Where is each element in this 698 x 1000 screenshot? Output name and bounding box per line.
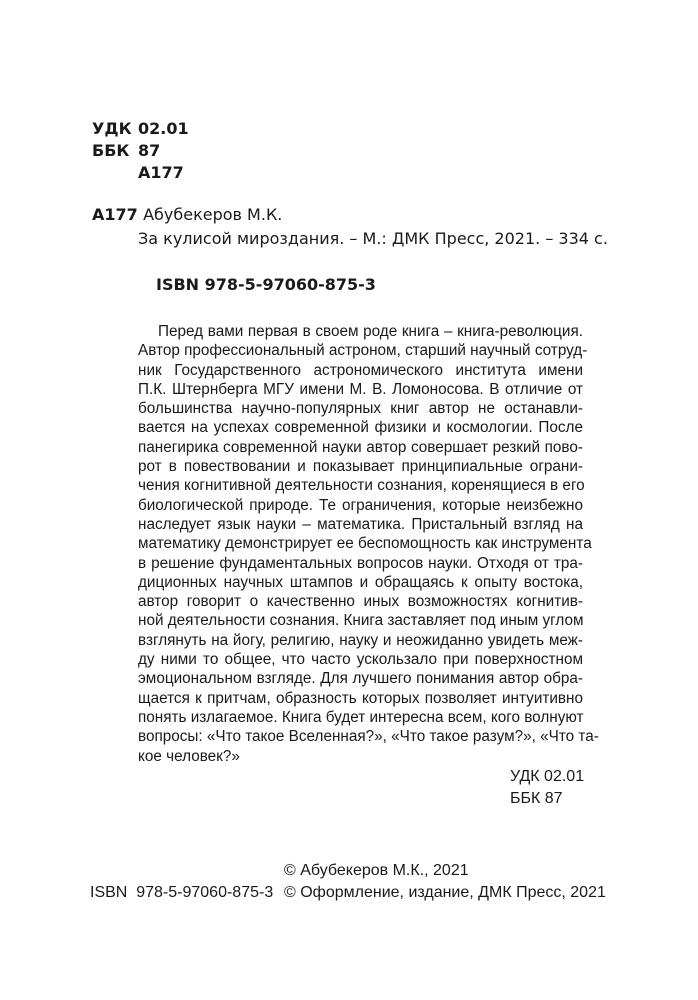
annotation-line: понять излагаемое. Книга будет интересна всем, кого волнуют [138,708,584,726]
annotation-line: эмоциональном взгляде. Для лучшего понимания автор обра- [138,670,583,688]
bbk-label: ББК [92,141,130,160]
udk-code-right: УДК 02.01 [510,768,585,785]
classification-codes [92,118,189,184]
author-mark-row [92,162,189,184]
copyright-block [284,860,606,904]
annotation-line: взглянуть на йогу, религию, науку и неожиданно увидеть меж- [138,631,583,649]
annotation-line: ник Государственного астрономического института имени [138,361,583,379]
bbk-code-right: ББК 87 [510,790,563,807]
annotation-line: ду ними то общее, что часто ускользало при поверхностном [138,651,583,669]
annotation-line: кое человек?» [138,747,240,765]
author-mark: А177 [138,163,184,182]
biblio-author: Абубекеров М.К. [143,205,283,224]
annotation [138,322,599,766]
annotation-line: Перед вами первая в своем роде книга – книга-революция. [158,323,583,340]
copyright-publisher: © Оформление, издание, ДМК Пресс, 2021 [284,884,606,901]
annotation-line: большинства научно-популярных книг автор не останавли- [138,400,583,418]
bibliographic-record [92,203,608,251]
annotation-line: автор говорит о качественно иных возможностях когнитив- [138,593,583,611]
udk-label: УДК [92,119,132,138]
annotation-line: наследует язык науки – математика. Пристальный взгляд на [138,515,583,533]
annotation-line: П.К. Штернберга МГУ имени М. В. Ломоносова. В отличие от [138,380,583,398]
annotation-line: Автор профессиональный астроном, старший научный сотруд- [138,342,588,360]
bbk-value: 87 [138,141,161,160]
annotation-line: биологической природе. Те ограничения, которые неизбежно [138,496,583,514]
copyright-author: © Абубекеров М.К., 2021 [284,862,469,879]
biblio-description: За кулисой мироздания. – М.: ДМК Пресс, 2021. – 334 с. [138,229,608,248]
udk-row [92,118,189,140]
annotation-line: рот в повествовании и показывает принципиальные ограни- [138,458,583,476]
classification-codes-right [510,766,584,810]
biblio-line-author [92,203,608,227]
isbn-bottom: ISBN 978-5-97060-875-3 [90,884,274,901]
annotation-line: диционных научных штампов и обращаясь к опыту востока, [138,573,583,591]
udk-value: 02.01 [138,119,189,138]
annotation-line: щается к притчам, образность которых позволяет интуитивно [138,689,583,707]
annotation-line: панегирика современной науки автор совершает резкий пово- [138,438,583,456]
bbk-row [92,140,189,162]
biblio-author-mark: А177 [92,205,138,224]
annotation-line: вается на успехах современной физики и космологии. После [138,419,583,437]
annotation-line: в решение фундаментальных вопросов науки. Отходя от тра- [138,554,583,572]
annotation-line: ной деятельности сознания. Книга заставляет под иным углом [138,612,584,630]
annotation-line: вопросы: «Что такое Вселенная?», «Что такое разум?», «Что та- [138,728,599,746]
annotation-line: математику демонстрирует ее беспомощность как инструмента [138,535,592,553]
isbn-main: ISBN 978-5-97060-875-3 [156,275,376,294]
annotation-line: чения когнитивной деятельности сознания, коренящиеся в его [138,477,585,495]
